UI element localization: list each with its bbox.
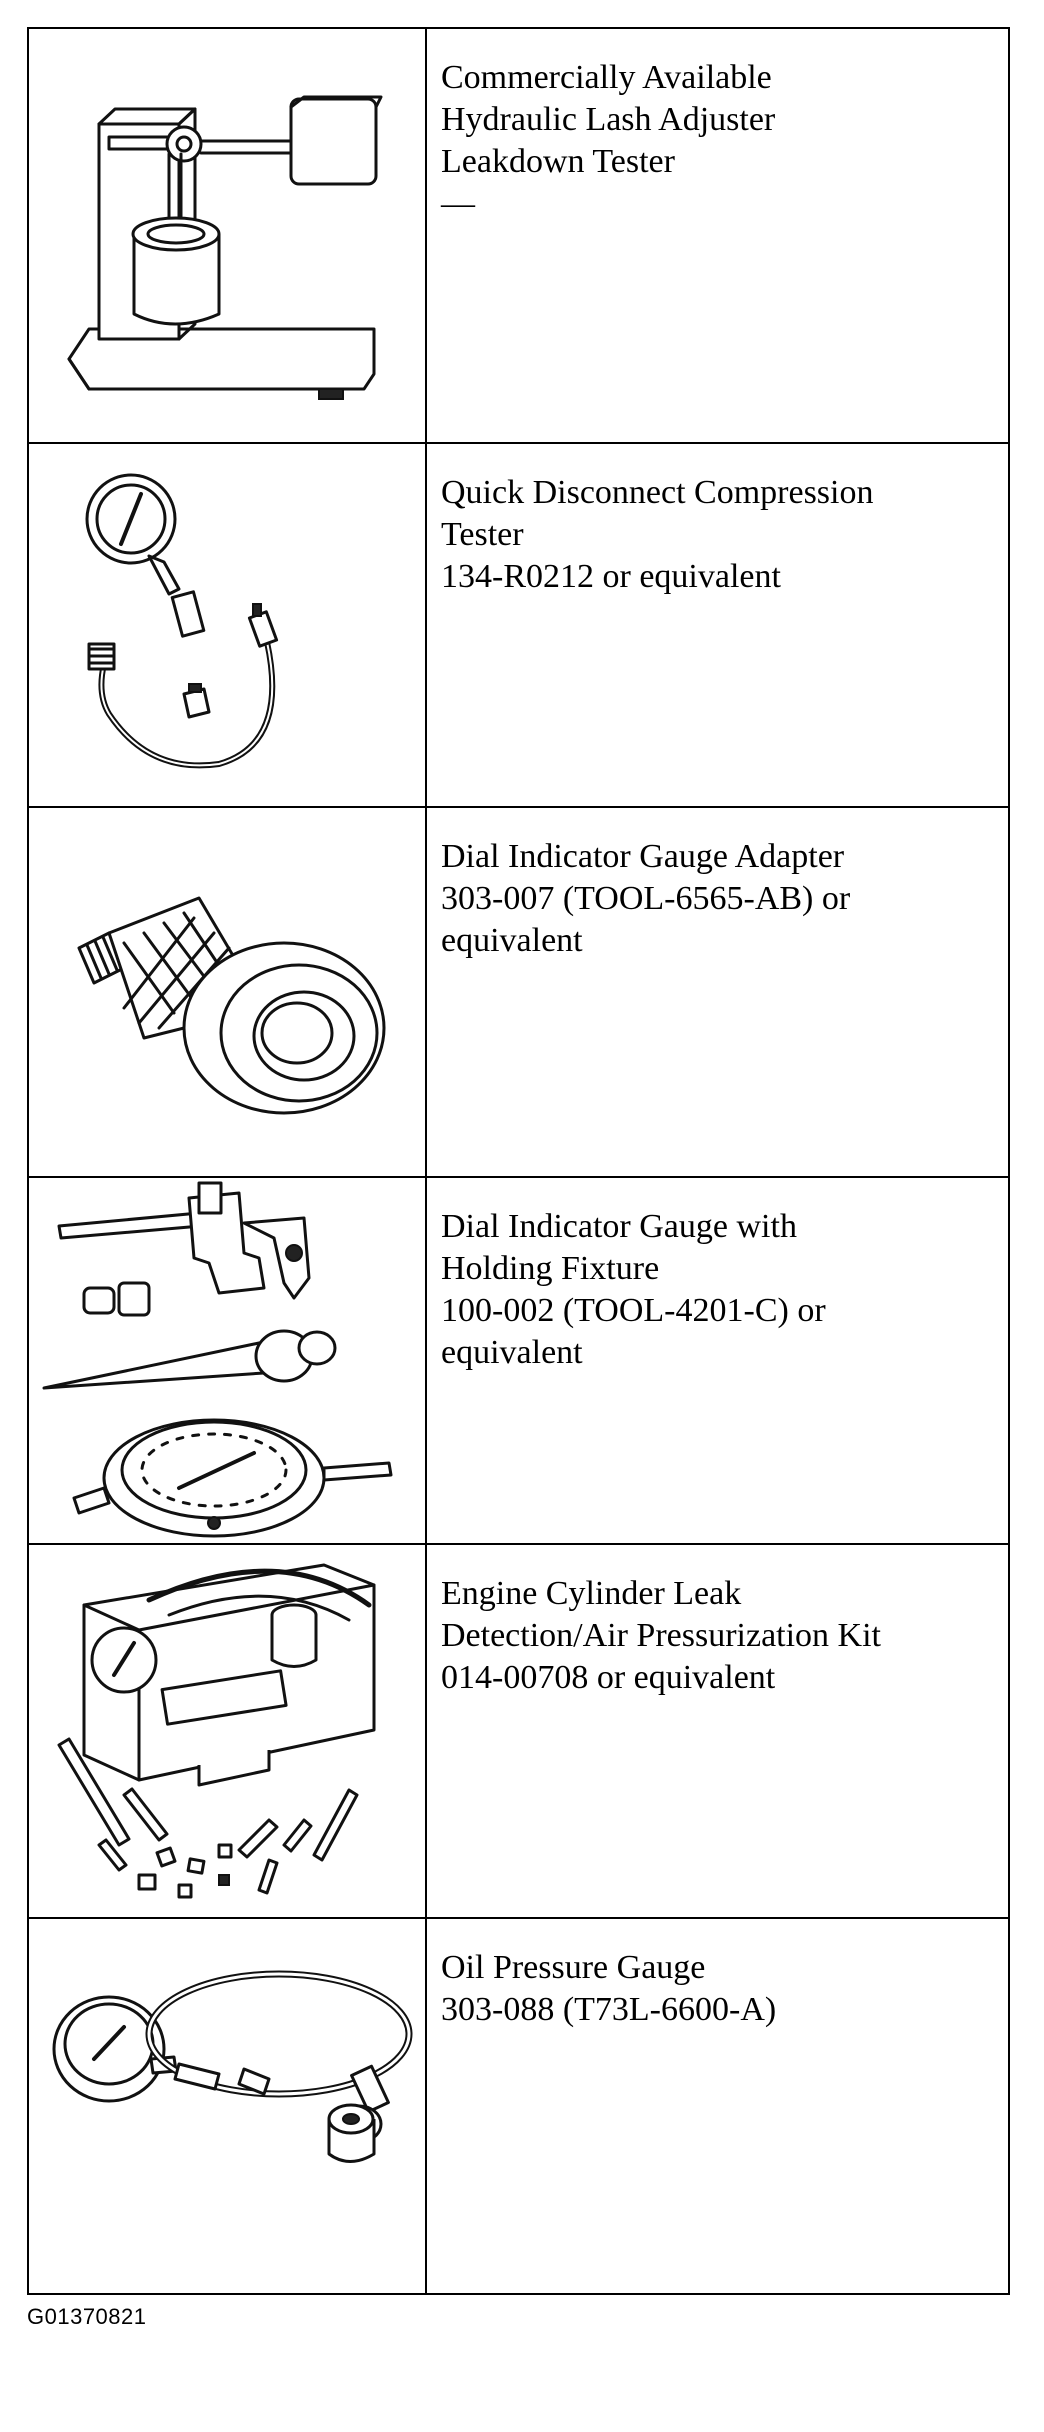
tool-line: 014-00708 or equivalent (441, 1659, 776, 1696)
tool-line: Detection/Air Pressurization Kit (441, 1617, 882, 1654)
tool-line: Hydraulic Lash Adjuster (441, 101, 776, 138)
gauge-adapter-icon (29, 808, 425, 1176)
tool-row (28, 28, 1009, 443)
tool-row (28, 1177, 1009, 1544)
dial-indicator-icon (29, 1178, 425, 1543)
tool-line: 303-088 (T73L-6600-A) (441, 1991, 777, 2028)
tool-line: Dial Indicator Gauge with (441, 1208, 797, 1245)
tool-line: Oil Pressure Gauge (441, 1949, 706, 1986)
figure-id: G01370821 (27, 2304, 147, 2329)
tool-image-cell (28, 1177, 426, 1544)
tool-line: Dial Indicator Gauge Adapter (441, 838, 845, 875)
tool-line: Leakdown Tester (441, 143, 675, 180)
tool-row (28, 443, 1009, 807)
tool-line: 303-007 (TOOL-6565-AB) or (441, 880, 851, 917)
tool-image-cell (28, 1918, 426, 2294)
tool-line: Engine Cylinder Leak (441, 1575, 742, 1612)
tool-line: equivalent (441, 922, 583, 959)
tool-description (426, 1544, 1009, 1918)
tool-description (426, 1918, 1009, 2294)
leakdown-tester-icon (29, 29, 425, 442)
tool-row (28, 1544, 1009, 1918)
tool-line: Holding Fixture (441, 1250, 660, 1287)
tool-line: Quick Disconnect Compression (441, 474, 874, 511)
tool-image-cell (28, 1544, 426, 1918)
oil-pressure-gauge-icon (29, 1919, 425, 2293)
special-tools-table (27, 27, 1010, 2295)
tool-description (426, 1177, 1009, 1544)
tool-image-cell (28, 443, 426, 807)
tool-line: 134-R0212 or equivalent (441, 558, 781, 595)
tool-image-cell (28, 28, 426, 443)
tool-line: Tester (441, 516, 524, 553)
tool-row (28, 807, 1009, 1177)
tool-line: 100-002 (TOOL-4201-C) or (441, 1292, 826, 1329)
tool-row (28, 1918, 1009, 2294)
tool-description (426, 28, 1009, 443)
tool-description (426, 807, 1009, 1177)
tool-line: equivalent (441, 1334, 583, 1371)
tool-line: Commercially Available (441, 59, 772, 96)
tool-description (426, 443, 1009, 807)
tool-image-cell (28, 807, 426, 1177)
leak-detection-kit-icon (29, 1545, 425, 1917)
compression-tester-icon (29, 444, 425, 806)
tool-line: — (441, 185, 475, 222)
